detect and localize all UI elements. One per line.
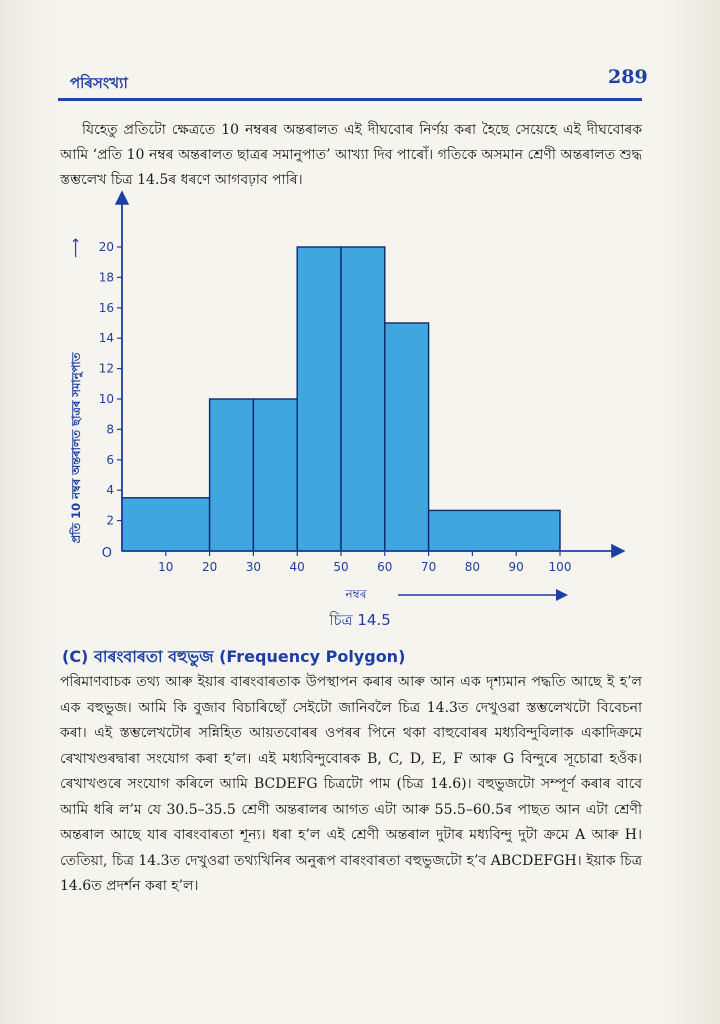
x-tick-label: 70 (420, 560, 437, 574)
x-tick-label: 20 (201, 560, 218, 574)
y-tick-label: 4 (106, 483, 114, 498)
y-tick-label: 16 (98, 300, 114, 315)
y-tick-label: 6 (106, 452, 114, 467)
histogram-bar-7 (429, 510, 560, 551)
histogram-bar-1 (122, 498, 210, 551)
x-tick-label: 10 (158, 560, 174, 574)
x-tick-label: 100 (548, 560, 572, 574)
histogram-bar-4 (297, 247, 341, 551)
x-tick-label: 90 (508, 560, 524, 574)
y-tick-label: 18 (98, 270, 114, 285)
y-tick-label: 2 (106, 513, 114, 528)
paragraph-frequency-polygon: পৰিমাণবাচক তথ্য আৰু ইয়াৰ বাৰংবাৰতাক উপস্থাপন কৰাৰ আৰু আন এক দৃশ্যমান পদ্ধতি আছে ই হ’ল এক বহুভুজ। আমি কি বুজাব বিচাৰিছোঁ সেইটো জানিবলৈ চিত্ৰ 14.3ত দেখুওৱা স্তম্ভলেখটো বিবেচনা কৰা। এই স্তম্ভলেখটোৰ সন্নিহিত আয়তবোৰৰ ওপৰৰ পিনে থকা বাহুবোৰৰ মধ্যবিন্দুবিলাক একাদিক্ৰমে ৰেখাখণ্ডৰদ্বাৰা সংযোগ কৰা হ’ল। এই মধ্যবিন্দুবোৰক B, C, D, E, F আৰু G বিন্দুৰে সূচোৱা হওঁক। ৰেখাখণ্ডৰে সংযোগ কৰিলে আমি BCDEFG চিত্ৰটো পাম (চিত্ৰ 14.6)। বহুভুজটো সম্পূৰ্ণ কৰাৰ বাবে আমি ধৰি ল’ম যে 30.5–35.5 শ্ৰেণী অন্তৰালৰ আগত এটা আৰু 55.5–60.5ৰ পাছত আন এটা শ্ৰেণী অন্তৰাল আছে যাৰ বাৰংবাৰতা শূন্য। ধৰা হ’ল এই শ্ৰেণী অন্তৰাল দুটাৰ মধ্যবিন্দু দুটা ক্ৰমে A আৰু H। তেতিয়া, চিত্ৰ 14.3ত দেখুওৱা তথ্যখিনিৰ অনুৰূপ বাৰংবাৰতা বহুভুজটো হ’ব ABCDEFGH। ইয়াক চিত্ৰ 14.6ত প্ৰদৰ্শন কৰা হ’ল। (60, 674, 642, 894)
y-axis-label-arrow: ⟶ (68, 237, 84, 259)
y-tick-label: 10 (98, 392, 114, 406)
x-axis-label: নম্বৰ (345, 587, 367, 601)
histogram-bar-2 (210, 399, 254, 551)
y-tick-label: 8 (106, 422, 114, 437)
header-rule (58, 98, 642, 101)
y-tick-label: 12 (98, 361, 114, 376)
running-header-section: পৰিসংখ্যা (70, 74, 128, 92)
section-subheading: (C) বাৰংবাৰতা বহুভুজ (Frequency Polygon) (62, 647, 406, 666)
histogram-bar-5 (341, 247, 385, 551)
x-tick-label: 50 (333, 560, 349, 574)
figure-caption: চিত্ৰ 14.5 (329, 611, 391, 629)
y-axis-label: প্ৰতি 10 নম্বৰ অন্তৰালত ছাত্ৰৰ সমানুপাত (69, 352, 83, 544)
x-tick-label: 30 (245, 560, 262, 574)
histogram-chart (60, 186, 640, 606)
histogram-bar-6 (385, 323, 429, 551)
origin-label: O (101, 546, 112, 561)
y-tick-label: 20 (98, 240, 114, 254)
x-tick-label: 80 (464, 560, 481, 574)
paragraph-intro: যিহেতু প্ৰতিটো ক্ষেত্ৰতে 10 নম্বৰৰ অন্তৰালত এই দীঘবোৰ নিৰ্ণয় কৰা হৈছে সেয়েহে এই দীঘবোৰক আমি ‘প্ৰতি 10 নম্বৰ অন্তৰালত ছাত্ৰৰ সমানুপাত’ আখ্যা দিব পাৰোঁ। গতিকে অসমান শ্ৰেণী অন্তৰালত শুদ্ধ স্তম্ভলেখ চিত্ৰ 14.5ৰ ধৰণে আগবঢ়াব পাৰি। (60, 122, 642, 188)
x-tick-label: 40 (289, 560, 305, 574)
x-tick-label: 60 (377, 560, 393, 574)
y-tick-label: 14 (98, 331, 114, 346)
page-number: 289 (608, 66, 648, 88)
histogram-bar-3 (253, 399, 297, 551)
histogram-figure (60, 186, 640, 606)
